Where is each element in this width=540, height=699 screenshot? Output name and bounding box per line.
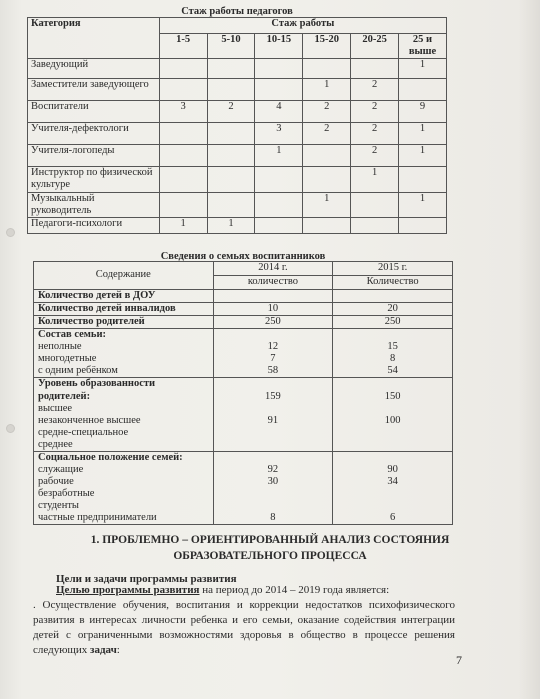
- table-cell: [351, 193, 399, 218]
- group-item-value: [337, 500, 448, 512]
- group-values: [333, 378, 453, 451]
- table-cell: 2: [351, 79, 399, 101]
- group-item-value: 8: [270, 512, 276, 524]
- table-row: [28, 167, 447, 193]
- table2-caption: Сведения о семьях воспитанников: [160, 251, 326, 262]
- group-item-value: 8: [390, 353, 396, 365]
- group-item-label: незаконченное высшее: [38, 414, 141, 426]
- page-number: 7: [456, 653, 462, 667]
- table-cell: [255, 193, 303, 218]
- table-cell: [207, 193, 255, 218]
- table-row: [28, 193, 447, 218]
- table-cell: 1: [207, 218, 255, 234]
- table-row: [34, 329, 453, 378]
- table-cell: 1: [159, 218, 207, 234]
- paragraph-text: . Осуществление обучения, воспитания и коррекции недостатков психофизического развития в интересах личности ребенка и его семьи, оказание содействия интеграции детей с ограниченными возможностями здоровья в общество в процессе решения следующих: [33, 599, 455, 656]
- table-row: [34, 378, 453, 451]
- binder-hole: [6, 228, 15, 237]
- group-title: Состав семьи:: [38, 329, 107, 341]
- table-cell: [255, 79, 303, 101]
- table-cell: 1: [303, 79, 351, 101]
- table-cell: 2: [351, 101, 399, 123]
- group-values: [213, 451, 333, 524]
- table-cell: 1: [399, 59, 447, 79]
- group-item-value: [218, 403, 329, 415]
- table-row: [28, 123, 447, 145]
- row-label: Количество детей в ДОУ: [34, 290, 214, 303]
- table-cell: [207, 123, 255, 145]
- table-cell: [303, 167, 351, 193]
- group-item-value: 150: [384, 390, 401, 402]
- group-item-value: 7: [270, 353, 276, 365]
- table-cell: [255, 59, 303, 79]
- group-item-value: 91: [267, 414, 279, 426]
- table-cell: [159, 59, 207, 79]
- binder-hole: [6, 424, 15, 433]
- group-item-label: с одним ребёнком: [38, 365, 118, 377]
- table-cell: [159, 167, 207, 193]
- table-cell: 250: [333, 316, 453, 329]
- group-item-label: студенты: [38, 500, 79, 512]
- table-cell: [159, 79, 207, 101]
- group-item-label: высшее: [38, 402, 73, 414]
- group-item-value: 92: [267, 463, 279, 475]
- group-values: [213, 378, 333, 451]
- table-cell: 10: [213, 303, 333, 316]
- group-item-value: 100: [384, 414, 401, 426]
- table-cell: [159, 193, 207, 218]
- table-cell: 2: [303, 123, 351, 145]
- table-cell: [351, 218, 399, 234]
- group-title: Социальное положение семей:: [38, 451, 183, 463]
- table-cell: [255, 167, 303, 193]
- row-label: Заместители заведующего: [28, 79, 160, 101]
- goal-paragraph: [33, 598, 455, 657]
- table-cell: [303, 218, 351, 234]
- group-item-label: неполные: [38, 341, 82, 353]
- group-item-value: 6: [390, 512, 396, 524]
- table-cell: [303, 59, 351, 79]
- table-cell: [207, 167, 255, 193]
- table-cell: 9: [399, 101, 447, 123]
- group-title: Уровень образованности родителей:: [38, 378, 156, 402]
- experience-column-header: 5-10: [207, 34, 255, 59]
- group-item-value: 12: [267, 341, 279, 353]
- group-item-value: [218, 427, 329, 439]
- group-item-label: частные предприниматели: [38, 512, 157, 524]
- group-item-label: средне-специальное: [38, 426, 129, 438]
- group-item-value: [337, 488, 448, 500]
- table-cell: 1: [399, 145, 447, 167]
- table-cell: [213, 290, 333, 303]
- group-item-value: 30: [267, 475, 279, 487]
- group-item-label: среднее: [38, 438, 73, 450]
- experience-header: Стаж работы: [159, 18, 446, 34]
- table-cell: 1: [399, 193, 447, 218]
- group-cell: [34, 451, 214, 524]
- table-row: [28, 145, 447, 167]
- year-2015-header: 2015 г.: [333, 262, 453, 276]
- quantity-subheader: Количество: [333, 276, 453, 290]
- group-item-label: служащие: [38, 463, 84, 475]
- table-cell: [159, 123, 207, 145]
- group-item-value: [337, 427, 448, 439]
- table-cell: 2: [207, 101, 255, 123]
- group-values: [213, 329, 333, 378]
- year-2014-header: 2014 г.: [213, 262, 333, 276]
- row-label: Педагоги-психологи: [28, 218, 160, 234]
- table-cell: 3: [159, 101, 207, 123]
- row-label: Воспитатели: [28, 101, 160, 123]
- group-item-value: 159: [265, 390, 281, 402]
- goal-label: Целью программы развития: [56, 584, 200, 596]
- section-subtitle: Цели и задачи программы развития: [56, 573, 237, 585]
- group-item-value: 90: [387, 463, 398, 475]
- table-cell: [207, 79, 255, 101]
- group-item-label: многодетные: [38, 353, 97, 365]
- table-cell: [351, 59, 399, 79]
- experience-column-header: 15-20: [303, 34, 351, 59]
- group-item-value: 58: [267, 365, 279, 377]
- experience-column-header: 25 и выше: [399, 34, 447, 59]
- row-label: Учителя-дефектологи: [28, 123, 160, 145]
- experience-column-header: 20-25: [351, 34, 399, 59]
- table-row: [28, 79, 447, 101]
- goal-rest: на период до 2014 – 2019 года является:: [199, 584, 390, 596]
- experience-column-header: 10-15: [255, 34, 303, 59]
- table-cell: 20: [333, 303, 453, 316]
- table-cell: [333, 290, 453, 303]
- table-row: [34, 290, 453, 303]
- table-cell: [303, 145, 351, 167]
- table-row: [28, 218, 447, 234]
- table-row: [28, 101, 447, 123]
- table-cell: [399, 218, 447, 234]
- table-cell: 1: [255, 145, 303, 167]
- group-item-value: [218, 488, 329, 500]
- group-item-value: 34: [387, 475, 398, 487]
- content-header: Содержание: [34, 262, 214, 290]
- section-title: 1. ПРОБЛЕМНО – ОРИЕНТИРОВАННЫЙ АНАЛИЗ СОСТОЯНИЯ ОБРАЗОВАТЕЛЬНОГО ПРОЦЕССА: [90, 534, 450, 562]
- group-item-value: [337, 403, 448, 415]
- table-cell: 250: [213, 316, 333, 329]
- table-cell: [159, 145, 207, 167]
- tasks-word: задач: [90, 643, 117, 656]
- table1-caption: Стаж работы педагогов: [181, 6, 293, 17]
- row-label: Учителя-логопеды: [28, 145, 160, 167]
- row-label: Музыкальный руководитель: [28, 193, 160, 218]
- table-row: [34, 451, 453, 524]
- families-table: [33, 261, 453, 525]
- group-item-value: 54: [387, 365, 398, 377]
- table-cell: 2: [303, 101, 351, 123]
- category-header: Категория: [28, 18, 160, 59]
- group-item-label: безработные: [38, 488, 95, 499]
- group-values: [333, 451, 453, 524]
- table-cell: 1: [399, 123, 447, 145]
- group-cell: [34, 378, 214, 451]
- group-cell: [34, 329, 214, 378]
- row-label: Количество родителей: [34, 316, 214, 329]
- table-cell: 1: [351, 167, 399, 193]
- paragraph-colon: :: [116, 643, 120, 656]
- table-row: [28, 59, 447, 79]
- row-label: Количество детей инвалидов: [34, 303, 214, 316]
- experience-column-header: 1-5: [159, 34, 207, 59]
- experience-table: [27, 17, 447, 234]
- row-label: Инструктор по физической культуре: [28, 167, 160, 193]
- table-cell: 2: [351, 145, 399, 167]
- table-row: [34, 303, 453, 316]
- table-cell: 1: [303, 193, 351, 218]
- group-item-label: рабочие: [38, 475, 74, 487]
- table-cell: 3: [255, 123, 303, 145]
- table-cell: [399, 79, 447, 101]
- table-row: [34, 316, 453, 329]
- group-values: [333, 329, 453, 378]
- table-cell: 4: [255, 101, 303, 123]
- row-label: Заведующий: [28, 59, 160, 79]
- goal-line: [56, 583, 389, 598]
- table-cell: [255, 218, 303, 234]
- quantity-subheader: количество: [213, 276, 333, 290]
- group-item-value: [218, 500, 329, 512]
- table-cell: [399, 167, 447, 193]
- table-cell: [207, 145, 255, 167]
- table-cell: [207, 59, 255, 79]
- group-item-value: 15: [387, 341, 398, 353]
- table-cell: 2: [351, 123, 399, 145]
